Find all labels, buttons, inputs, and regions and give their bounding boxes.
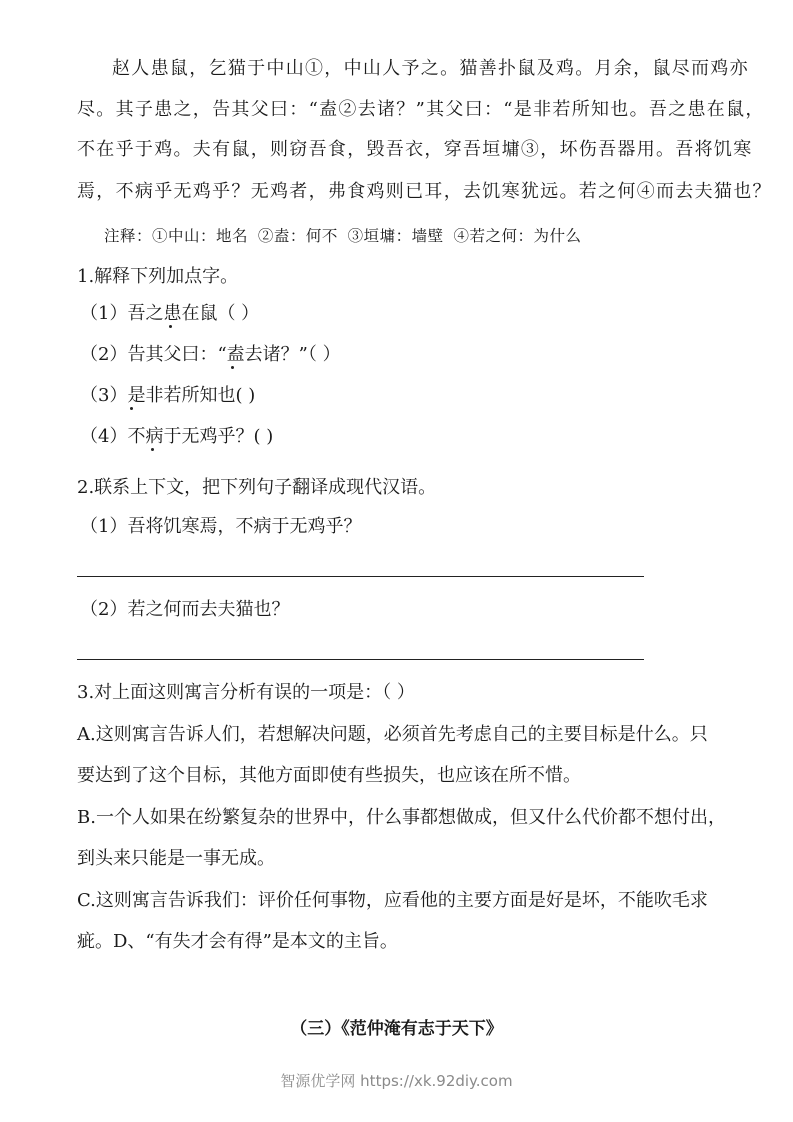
option-line: 要达到了这个目标，其他方面即使有些损失，也应该在所不惜。	[77, 765, 581, 786]
emphasis-dot	[130, 407, 133, 410]
question-item: （2）告其父曰：“盍去诸？”（ ）	[80, 344, 341, 365]
option-line: C.这则寓言告诉我们：评价任何事物，应看他的主要方面是好是坏，不能吹毛求	[77, 890, 708, 911]
option-line: A.这则寓言告诉人们，若想解决问题，必须首先考虑自己的主要目标是什么。只	[77, 724, 708, 745]
annotation-notes: 注释：①中山：地名 ②盍：何不 ③垣墉：墙壁 ④若之何：为什么	[104, 227, 582, 245]
passage-line: 赵人患鼠，乞猫于中山①，中山人予之。猫善扑鼠及鸡。月余，鼠尽而鸡亦	[112, 58, 749, 79]
question-item: （4）不病于无鸡乎？( )	[80, 426, 274, 447]
question-title: 3.对上面这则寓言分析有误的一项是：（ ）	[77, 682, 415, 703]
question-item: （2）若之何而去夫猫也？	[80, 599, 290, 620]
question-item: （3）是非若所知也( )	[80, 385, 256, 406]
passage-line: 尽。其子患之，告其父曰：“盍②去诸？”其父曰：“是非若所知也。吾之患在鼠，	[77, 99, 765, 120]
answer-line[interactable]	[77, 659, 644, 660]
answer-line[interactable]	[77, 576, 644, 577]
question-item: （1）吾之患在鼠（ ）	[80, 303, 260, 324]
option-line: B.一个人如果在纷繁复杂的世界中，什么事都想做成，但又什么代价都不想付出，	[77, 807, 726, 828]
emphasis-dot	[151, 448, 154, 451]
passage-line: 不在乎于鸡。夫有鼠，则窃吾食，毁吾衣，穿吾垣墉③，坏伤吾器用。吾将饥寒	[77, 139, 753, 160]
question-title: 1.解释下列加点字。	[77, 266, 239, 287]
question-item: （1）吾将饥寒焉，不病于无鸡乎？	[80, 516, 362, 537]
option-line: 到头来只能是一事无成。	[77, 848, 275, 869]
section-heading: （三）《范仲淹有志于天下》	[290, 1019, 503, 1039]
footer-watermark: 智源优学网 https://xk.92diy.com	[280, 1072, 513, 1090]
passage-line: 焉，不病乎无鸡乎？无鸡者，弗食鸡则已耳，去饥寒犹远。若之何④而去夫猫也？	[77, 181, 772, 202]
emphasis-dot	[231, 366, 234, 369]
question-title: 2.联系上下文，把下列句子翻译成现代汉语。	[77, 477, 437, 498]
emphasis-dot	[169, 325, 172, 328]
option-line: 疵。D、“有失才会有得”是本文的主旨。	[77, 931, 398, 952]
